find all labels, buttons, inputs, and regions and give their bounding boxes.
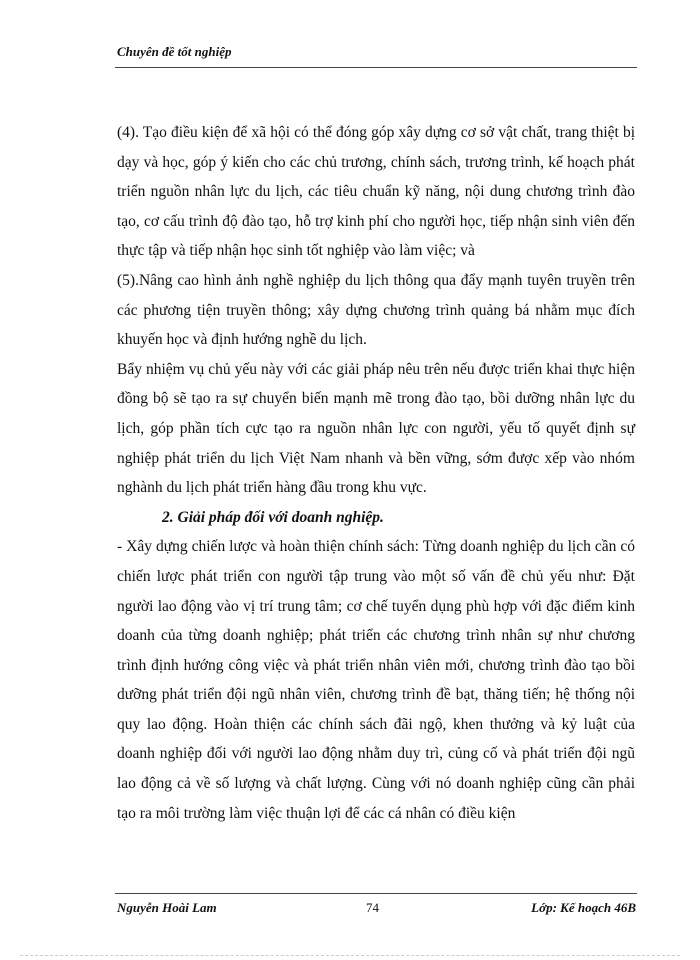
page-edge-divider (20, 955, 680, 956)
header-title: Chuyên đề tốt nghiệp (117, 44, 232, 59)
paragraph-summary: Bẩy nhiệm vụ chủ yếu này với các giải pháp nêu trên nếu được triển khai thực hiện đồng bộ sẽ tạo ra sự chuyển biến mạnh mẽ trong đào tạo, bồi dưỡng nhân lực du lịch, góp phần tích cực tạo ra nguồn nhân lực con người, yếu tố quyết định sự nghiệp phát triển du lịch Việt Nam nhanh và bền vững, sớm được xếp vào nhóm nghành du lịch phát triển hàng đầu trong khu vực. (117, 360, 635, 497)
document-body (117, 118, 635, 828)
footer-author: Nguyễn Hoài Lam (117, 900, 217, 915)
paragraph-5: (5).Nâng cao hình ảnh nghề nghiệp du lịch thông qua đẩy mạnh tuyên truyền trên các phương tiện truyền thông; xây dựng chương trình quảng bá nhằm mục đích khuyến học và định hướng nghề du lịch. (117, 271, 635, 349)
paragraph-strategy: - Xây dựng chiến lược và hoàn thiện chính sách: Từng doanh nghiệp du lịch cần có chiến lược phát triển con người tập trung vào một số vấn đề chủ yếu như: Đặt người lao động vào vị trí trung tâm; cơ chế tuyển dụng phù hợp với đặc điểm kinh doanh của từng doanh nghiệp; phát triển các chương trình nhân sự như chương trình định hướng công việc và phát triển nhân viên mới, chương trình đào tạo bồi dưỡng phát triển đội ngũ nhân viên, chương trình đề bạt, thăng tiến; hệ thống nội quy lao động. Hoàn thiện các chính sách đãi ngộ, khen thưởng và kỷ luật của doanh nghiệp đối với người lao động nhằm duy trì, củng cố và phát triển đội ngũ lao động cả về số lượng và chất lượng. Cùng với nó doanh nghiệp cũng cần phải tạo ra môi trường làm việc thuận lợi để các cá nhân có điều kiện (117, 538, 635, 822)
page-number: 74 (366, 900, 379, 915)
footer-divider (115, 893, 637, 894)
section-heading: 2. Giải pháp đối với doanh nghiệp. (162, 508, 384, 526)
header-divider (115, 67, 637, 68)
footer-class-label: Lớp: Kế hoạch 46B (531, 900, 636, 915)
paragraph-4: (4). Tạo điều kiện để xã hội có thể đóng góp xây dựng cơ sở vật chất, trang thiệt bị dạy và học, góp ý kiến cho các chủ trương, chính sách, trương trình, kế hoạch phát triển nguồn nhân lực du lịch, các tiêu chuẩn kỹ năng, nội dung chương trình đào tạo, cơ cấu trình độ đào tạo, hỗ trợ kinh phí cho người học, tiếp nhận sinh viên đến thực tập và tiếp nhận học sinh tốt nghiệp vào làm việc; và (117, 124, 635, 260)
